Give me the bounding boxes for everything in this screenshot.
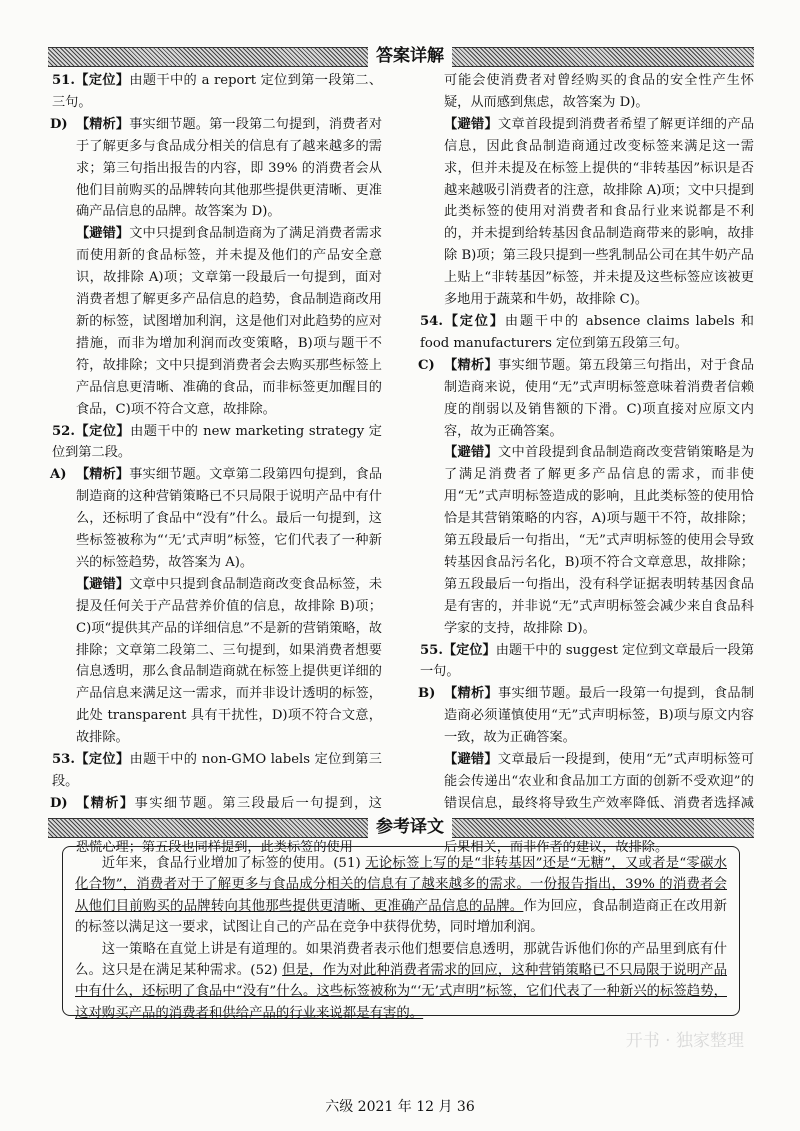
translation-box (62, 846, 740, 1021)
watermark-text: 开书 · 独家整理 (625, 1031, 744, 1051)
explain-text: 事实细节题。第五段第三句指出，对于食品制造商来说，使用“无”式声明标签意味着消费者信赖度的削弱以及销售额的下滑。C)项直接对应原文内容，故为正确答案。 (444, 357, 755, 439)
translation-text: 近年来，食品行业增加了标签的使用。(51) (101, 856, 366, 871)
avoid-text: 文中只提到食品制造商为了满足消费者需求而使用新的食品标签，并未提及他们的产品安全意识，故排除 A)项；文章第一段最后一句提到，面对消费者想了解更多产品信息的趋势，食品制造商改用新的标签，试图增加利润，这是他们对此趋势的应对措施，而非为增加利润而改变策略，B)项与题干不符，故排除；文中只提到消费者会去购买那些标签上产品信息更清晰、准确的食品，而非标签更加醒目的食品，C)项不符合文意，故排除。 (76, 226, 383, 417)
section-title-translation: 参考译文 (368, 816, 452, 838)
locate-tag: 【定位】 (74, 423, 131, 439)
page-footer: 六级 2021 年 12 月 36 (325, 1099, 475, 1115)
explain-tag: 【精析】 (76, 795, 135, 811)
answer-explanation (420, 355, 754, 443)
translation-text: 这一策略在直觉上讲是有道理的。如果消费者表示他们想要信息透明，那就告诉他们你的产品里到底有什么。这只是在满足某种需求。(52) (75, 941, 727, 979)
avoid-tag: 【避错】 (444, 752, 498, 768)
avoid-error-note (420, 114, 754, 311)
avoid-text: 文章最后一段提到，使用“无”式声明标签可能会传递出“农业和食品加工方面的创新不受欢迎”的错误信息，最终将导致生产效率降低、消费者选择减 后果相关，而非作者的建议，故排除。 (444, 752, 755, 855)
question-locate (52, 70, 382, 114)
avoid-error-note (52, 574, 382, 749)
locate-text: 由题干中的 suggest 定位到文章最后一段第一句。 (420, 642, 755, 680)
translation-underlined: 但是，作为对此种消费者需求的回应，这种营销策略已不只局限于说明产品中有什么，还标明了食品中“没有”什么。这些标签被称为“‘无’式声明”标签，它们代表了一种新兴的标签趋势，这对购买产品的消费者和供给产品的行业来说都是有害的。 (75, 963, 727, 1021)
question-number: 55. (420, 642, 443, 658)
locate-text: 由题干中的 new marketing strategy 定位到第二段。 (52, 423, 382, 461)
explain-tag: 【精析】 (444, 686, 498, 702)
avoid-text: 文章首段提到消费者希望了解更详细的产品信息，因此食品制造商通过改变标签来满足这一需求，但并未提及在标签上提供的“非转基因”标识是否越来越吸引消费者的注意，故排除 A)项；文中只提到此类标签的使用对消费者和食品行业来说都是不利的，并未提到给转基因食品制造商带来的影响，故排除 B)项；第三段只提到一些乳制品公司在其牛奶产品上贴上“非转基因”标签，并未提及这些标签应该被更多地用于蔬菜和牛奶，故排除 C)。 (444, 116, 755, 308)
question-locate (52, 421, 382, 465)
locate-text: 由题干中的 a report 定位到第一段第二、三句。 (52, 73, 383, 110)
locate-tag: 【定位】 (74, 73, 130, 88)
continued-text: 可能会使消费者对曾经购买的食品的安全性产生怀疑，从而感到焦虑，故答案为 D)。 (444, 73, 754, 110)
avoid-tag: 【避错】 (444, 116, 498, 132)
explain-tag: 【精析】 (76, 116, 130, 132)
explain-text: 事实细节题。最后一段第一句提到，食品制造商必须谨慎使用“无”式声明标签，B)项与原文内容一致，故为正确答案。 (444, 686, 755, 746)
locate-tag: 【定位】 (74, 752, 130, 768)
section-title-answers: 答案详解 (368, 45, 452, 67)
answer-explanation (52, 114, 382, 224)
right-column (420, 70, 754, 859)
question-number: 51. (52, 73, 75, 88)
explain-text: 事实细节题。第一段第二句提到，消费者对于了解更多与食品成分相关的信息有了越来越多的需求；第三句指出报告的内容，即 39% 的消费者会从他们目前购买的品牌转向其他那些提供更清晰、更准确产品信息的品牌。故答案为 D)。 (76, 116, 383, 220)
section-banner-answers (48, 47, 754, 67)
explain-tag: 【精析】 (76, 467, 130, 483)
avoid-text: 文中首段提到食品制造商改变营销策略是为了满足消费者了解更多产品信息的需求，而非使用“无”式声明标签造成的影响，且此类标签的使用恰恰是其营销策略的内容，A)项与题干不符，故排除；第五段最后一句指出，“无”式声明标签的使用会导致转基因食品污名化，B)项不符合文章意思，故排除；第五段最后一句指出，没有科学证据表明转基因食品是有害的，并非说“无”式声明标签会减少来自食品科学家的支持，故排除 D)。 (444, 445, 755, 636)
avoid-tag: 【避错】 (76, 226, 130, 242)
answer-letter: D) (50, 795, 68, 811)
locate-tag: 【定位】 (442, 642, 496, 658)
answer-letter: A) (50, 467, 67, 483)
locate-text: 由题干中的 absence claims labels 和 food manufacturers 定位到第五段第三句。 (420, 313, 754, 351)
explain-text: 事实细节题。文章第二段第四句提到，食品制造商的这种营销策略已不只局限于说明产品中有什么，还标明了食品中“没有”什么。最后一句提到，这些标签被称为“‘无’式声明”标签，它们代表了一种新兴的标签趋势，故答案为 A)。 (76, 467, 383, 570)
translation-paragraph-2 (75, 939, 727, 1025)
question-number: 52. (52, 423, 75, 439)
question-locate (420, 311, 754, 355)
locate-text: 由题干中的 non-GMO labels 定位到第三段。 (52, 752, 382, 789)
avoid-error-note (52, 223, 382, 420)
question-number: 54. (420, 313, 443, 329)
locate-tag: 【定位】 (442, 313, 505, 329)
translation-text: 作为回应，食品制造商正在改用新的标签以满足这一要求，试图让自己的产品在竞争中获得优势，同时增加利润。 (75, 898, 728, 936)
explain-text: 事实细节题。第三段最后一句提到，这 恐慌心理；第五段也同样提到，此类标签的使用 (76, 795, 382, 855)
translation-underlined: 无论标签上写的是“非转基因”还是“无糖”，又或者是“零碳水化合物”，消费者对于了解更多与食品成分相关的信息有了越来越多的需求。一份报告指出，39% 的消费者会从他们目前购买的品牌转向其他那些提供更清晰、更准确产品信息的品牌。 (75, 856, 727, 914)
question-locate (52, 749, 382, 793)
section-banner-translation (48, 818, 754, 838)
question-locate (420, 640, 754, 684)
answer-letter: C) (418, 357, 435, 373)
avoid-text: 文章中只提到食品制造商改变食品标签，未提及任何关于产品营养价值的信息，故排除 B)项；C)项“提供其产品的详细信息”不是新的营销策略，故排除；文章第二段第二、三句提到，如果消费者想要信息透明，那么食品制造商就在标签上提供更详细的产品信息来满足这一需求，而并非设计透明的标签，此处 transparent 具有干扰性，D)项不符合文意，故排除。 (76, 576, 383, 746)
avoid-error-note (420, 749, 754, 859)
answer-letter: D) (50, 116, 68, 132)
left-column (52, 70, 382, 859)
translation-paragraph-1 (75, 853, 727, 939)
answer-letter: B) (418, 686, 436, 702)
question-number: 53. (52, 752, 75, 768)
answer-explanation (420, 683, 754, 749)
answer-explanation (52, 464, 382, 574)
avoid-tag: 【避错】 (76, 576, 130, 592)
avoid-tag: 【避错】 (444, 445, 498, 461)
explain-tag: 【精析】 (444, 357, 498, 373)
avoid-error-note (420, 442, 754, 639)
